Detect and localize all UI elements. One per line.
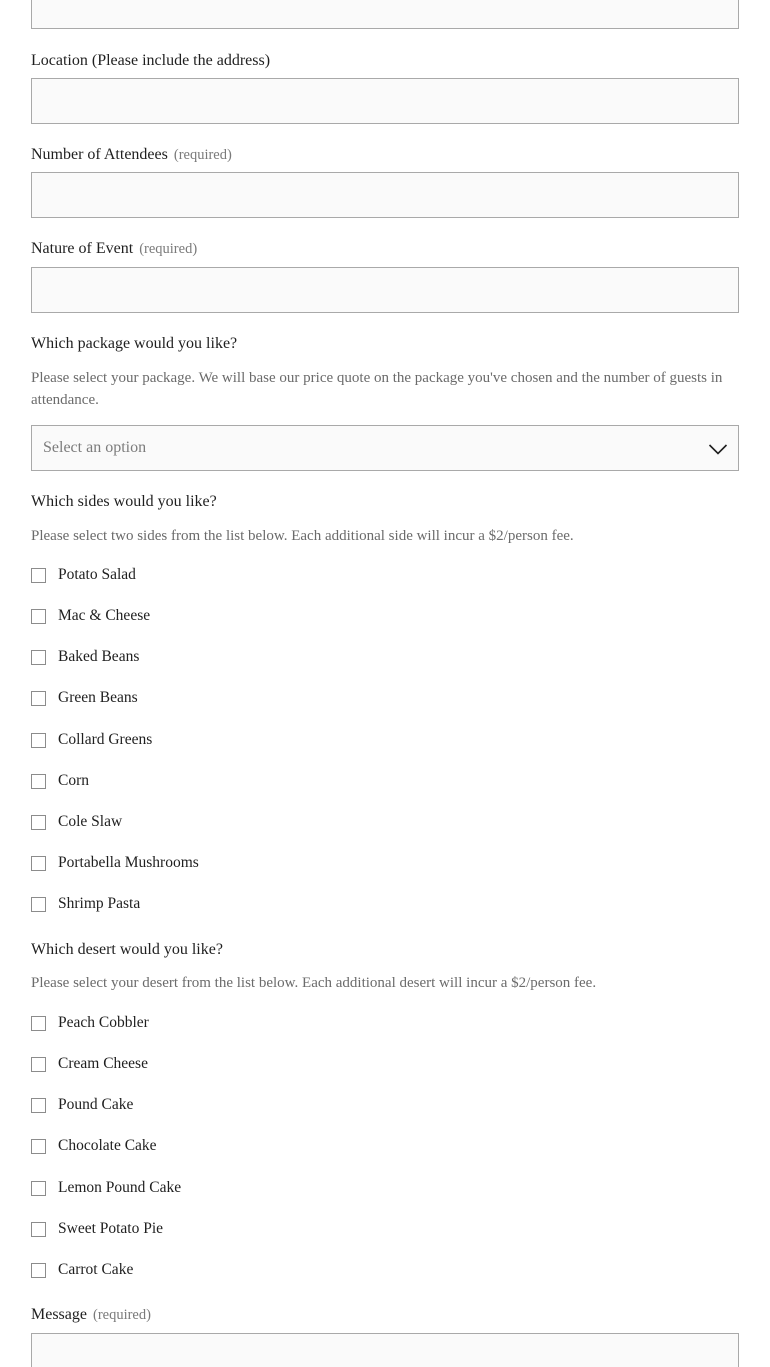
attendees-input[interactable] bbox=[31, 172, 739, 218]
checkbox[interactable] bbox=[31, 609, 46, 624]
message-label bbox=[31, 1305, 151, 1325]
option-label: Green Beans bbox=[58, 689, 138, 706]
sides-label bbox=[31, 492, 217, 512]
option-label: Potato Salad bbox=[58, 566, 136, 583]
checkbox[interactable] bbox=[31, 1222, 46, 1237]
option-label: Lemon Pound Cake bbox=[58, 1179, 182, 1196]
attendees-label bbox=[31, 145, 232, 165]
option-label: Corn bbox=[58, 772, 89, 789]
checkbox[interactable] bbox=[31, 1057, 46, 1072]
attendees-label-text: Number of Attendees bbox=[31, 146, 168, 163]
package-description: Please select your package. We will base our price quote on the package you've chosen and the number of guests in attendance. bbox=[31, 370, 723, 408]
option-label: Chocolate Cake bbox=[58, 1137, 157, 1154]
checkbox[interactable] bbox=[31, 1016, 46, 1031]
checkbox[interactable] bbox=[31, 568, 46, 583]
required-indicator: (required) bbox=[139, 241, 198, 257]
message-textarea[interactable] bbox=[31, 1333, 739, 1367]
option-label: Baked Beans bbox=[58, 648, 140, 665]
checkbox[interactable] bbox=[31, 1098, 46, 1113]
checkbox[interactable] bbox=[31, 774, 46, 789]
previous-field-input[interactable] bbox=[31, 0, 739, 29]
option-label: Portabella Mushrooms bbox=[58, 854, 199, 871]
checkbox[interactable] bbox=[31, 1139, 46, 1154]
nature-label bbox=[31, 239, 197, 259]
nature-input[interactable] bbox=[31, 267, 739, 313]
desserts-description: Please select your desert from the list below. Each additional desert will incur a $2/person fee. bbox=[31, 975, 597, 991]
option-label: Cole Slaw bbox=[58, 813, 123, 830]
option-label: Carrot Cake bbox=[58, 1261, 134, 1278]
message-label-text: Message bbox=[31, 1306, 87, 1323]
desserts-label bbox=[31, 940, 223, 960]
location-input[interactable] bbox=[31, 78, 739, 124]
option-label: Collard Greens bbox=[58, 731, 153, 748]
option-label: Shrimp Pasta bbox=[58, 895, 141, 912]
checkbox[interactable] bbox=[31, 815, 46, 830]
required-indicator: (required) bbox=[173, 147, 232, 163]
option-label: Peach Cobbler bbox=[58, 1014, 149, 1031]
desserts-label-text: Which desert would you like? bbox=[31, 941, 223, 958]
checkbox[interactable] bbox=[31, 691, 46, 706]
sides-description: Please select two sides from the list below. Each additional side will incur a $2/person fee. bbox=[31, 528, 574, 544]
checkbox[interactable] bbox=[31, 650, 46, 665]
chevron-down-icon bbox=[708, 439, 728, 459]
package-label-text: Which package would you like? bbox=[31, 335, 238, 352]
option-label: Sweet Potato Pie bbox=[58, 1220, 164, 1237]
nature-label-text: Nature of Event bbox=[31, 240, 134, 257]
checkbox[interactable] bbox=[31, 897, 46, 912]
package-select-value: Select an option bbox=[43, 439, 147, 456]
location-label bbox=[31, 51, 270, 71]
location-label-text: Location (Please include the address) bbox=[31, 52, 271, 69]
option-label: Mac & Cheese bbox=[58, 607, 151, 624]
package-label bbox=[31, 334, 237, 354]
checkbox[interactable] bbox=[31, 1181, 46, 1196]
checkbox[interactable] bbox=[31, 733, 46, 748]
checkbox[interactable] bbox=[31, 1263, 46, 1278]
option-label: Cream Cheese bbox=[58, 1055, 148, 1072]
option-label: Pound Cake bbox=[58, 1096, 134, 1113]
package-select[interactable] bbox=[31, 425, 739, 471]
checkbox[interactable] bbox=[31, 856, 46, 871]
sides-label-text: Which sides would you like? bbox=[31, 493, 217, 510]
required-indicator: (required) bbox=[92, 1307, 151, 1323]
